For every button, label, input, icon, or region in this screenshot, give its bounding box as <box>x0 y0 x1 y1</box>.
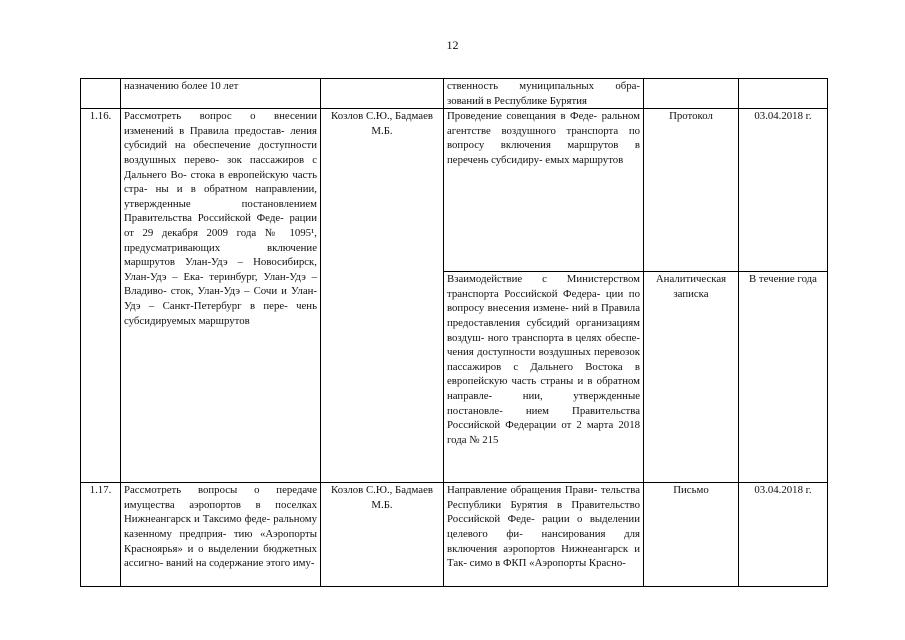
result-form-cell: Протокол <box>644 109 739 272</box>
result-form-cell: Письмо <box>644 483 739 587</box>
event-cell: Взаимодействие с Министерством транспорта Российской Федера- ции по вопросу внесения измене- ний в Правила предоставления субсидий организациям воздуш- ного транспорта в целях обеспе- чения доступности воздушных перевозок пассажиров с Дальнего Востока в европейскую часть страны и в обратном направле- нии, утвержденные постановле- нием Правительства Российской Федерации от 2 марта 2018 года № 215 <box>444 272 644 483</box>
item-number-cell: 1.17. <box>81 483 121 587</box>
responsible-cell: Козлов С.Ю., Бадмаев М.Б. <box>321 483 444 587</box>
result-form-cell <box>644 79 739 109</box>
event-cell: Направление обращения Прави- тельства Республики Бурятия в Правительство Российской Феде- рации о выделении целевого фи- нансирования для включения аэропортов Нижнеангарск и Так- симо в ФКП «Аэропорты Красно- <box>444 483 644 587</box>
deadline-cell: 03.04.2018 г. <box>739 483 828 587</box>
responsible-cell <box>321 79 444 109</box>
page-number: 12 <box>446 38 459 52</box>
deadline-cell: В течение года <box>739 272 828 483</box>
responsible-cell: Козлов С.Ю., Бадмаев М.Б. <box>321 109 444 483</box>
item-number-cell <box>81 79 121 109</box>
result-form-cell: Аналитическая записка <box>644 272 739 483</box>
plan-table <box>80 78 828 587</box>
table-row-1-16 <box>81 109 828 272</box>
deadline-cell <box>739 79 828 109</box>
task-cell: Рассмотреть вопрос о внесении изменений в Правила предостав- ления субсидий на обеспечение доступности воздушных перево- зок пассажиров с Дальнего Во- стока в европейскую часть стра- ны и в обратном направлении, утвержденные постановлением Правительства Российской Феде- рации от 29 декабря 2009 года № 1095¹, предусматривающих включение маршрутов Улан-Удэ – Новосибирск, Улан-Удэ – Ека- теринбург, Улан-Удэ – Владиво- сток, Улан-Удэ – Сочи и Улан- Удэ – Санкт-Петербург в пере- чень субсидируемых маршрутов <box>121 109 321 483</box>
event-cell: Проведение совещания в Феде- ральном агентстве воздушного транспорта по вопросу включения маршрутов в перечень субсидиру- емых маршрутов <box>444 109 644 272</box>
event-cell: ственность муниципальных обра- зований в Республике Бурятия <box>444 79 644 109</box>
task-cell: Рассмотреть вопросы о передаче имущества аэропортов в поселках Нижнеангарск и Таксимо феде- ральному казенному предприя- тию «Аэропорты Красноярья» и о выделении бюджетных ассигно- ваний на содержание этого иму- <box>121 483 321 587</box>
task-cell: назначению более 10 лет <box>121 79 321 109</box>
table-row-1-17 <box>81 483 828 587</box>
deadline-cell: 03.04.2018 г. <box>739 109 828 272</box>
table-row-continuation <box>81 79 828 109</box>
item-number-cell: 1.16. <box>81 109 121 483</box>
